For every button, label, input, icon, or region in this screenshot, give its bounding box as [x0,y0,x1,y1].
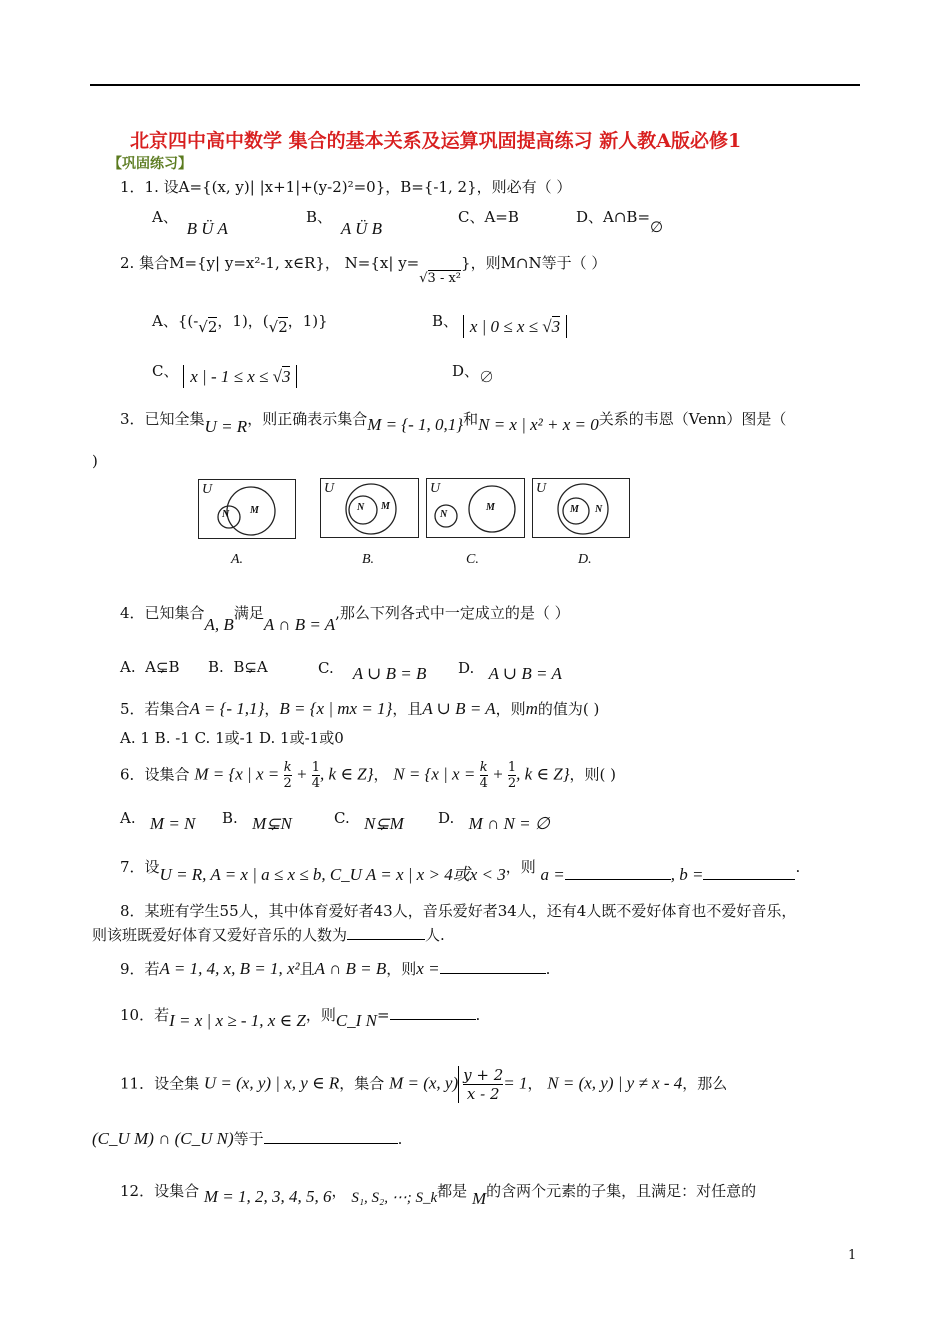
q8-line2-text: 则该班既爱好体育又爱好音乐的人数为 [92,926,348,944]
q4-a-text: A⊊B [145,658,180,676]
q4-c-math: A ∪ B = B [352,664,427,683]
q12-stem-b: 都是 [437,1182,468,1200]
q3-and: 和 [463,410,479,428]
q4-b-text: B⊊A [233,658,268,676]
q2-stem-b: }，则M∩N等于（ ） [461,254,607,272]
venn-d-n: N [595,504,603,515]
q4-stem-b: 满足 [233,604,264,622]
q10-eq: = [376,1006,390,1024]
q10-stem-b: ，则 [305,1006,336,1024]
q4-a-label: A. [120,658,136,676]
q10-cin: C_I N [335,1011,377,1030]
q6-option-b [222,808,292,833]
q6-option-d [438,808,550,833]
q2-c-label: C、 [152,362,179,380]
q5-stem-b: ，且 [392,700,423,718]
q3-u-math: U = R [204,417,248,436]
page-number: 1 [848,1248,857,1263]
q11-stem-c: ，那么 [682,1074,728,1093]
q2-sqrt-radicand: 3 - x² [427,271,462,286]
q10-stem-a: 10．若 [120,1006,170,1024]
q11-u-expr: U = (x, y) | x, y ∈ R [203,1073,340,1093]
q4-stem-c: ,那么下列各式中一定成立的是（ ） [335,604,570,622]
venn-a-n: N [222,509,230,520]
venn-c-caption: C. [466,552,479,567]
q1-option-b [306,206,383,238]
q4-option-a [120,658,180,676]
q2-b-math: x | 0 ≤ x ≤ [469,317,543,336]
q8-end: 人. [425,926,445,944]
q12-m-expr: M = 1, 2, 3, 4, 5, 6 [203,1187,332,1206]
q2-b-set: x | 0 ≤ x ≤ √3 [463,315,567,338]
q2-sqrt: √3 - x² [419,271,462,286]
q2-a-r2: 2 [278,318,288,336]
q6-m-f2n: 1 [311,760,321,775]
document-title: 北京四中高中数学 集合的基本关系及运算巩固提高练习 新人教A版必修1 [130,130,742,152]
venn-b-m: M [381,501,390,512]
q10-expr: I = x | x ≥ - 1, x ∈ Z [169,1011,306,1030]
q11-m-num: y + 2 [463,1066,504,1084]
q1-b-label: B、 [306,208,333,226]
q11-end: . [397,1130,403,1148]
q6-stem-b: ，则( ) [569,765,617,784]
q1-a-label: A、 [152,208,178,226]
q2-a-sqrt1: √2 [198,318,218,336]
venn-b-caption: B. [362,552,375,567]
q5-m: m [525,699,538,718]
empty-set-symbol: ∅ [479,368,495,386]
q4-option-b [208,658,268,676]
venn-c-circles [427,479,524,537]
q4-option-c [318,658,427,683]
q2-a-end: ，1)} [287,312,328,330]
q7-end: . [795,858,801,876]
q11-blank[interactable] [264,1131,398,1144]
venn-c-m: M [486,502,495,513]
q6-n-set: N = {x | x = [393,764,480,784]
q2-stem-a: 2. 集合M={y| y=x²-1, x∈R}， N={x| y= [120,254,420,272]
header-rule [90,84,860,86]
q5-a-set: A = {- 1,1} [189,699,265,718]
q6-m-f2d: 4 [311,776,321,791]
q7-blank-a[interactable] [565,867,671,880]
q12-stem-a: 12．设集合 [120,1182,200,1200]
q6-d-label: D. [438,809,455,827]
q1-d-label: D、A∩B= [576,208,651,226]
q4-stem-a: 4．已知集合 [120,604,205,622]
q2-stem [120,252,607,286]
q11-sep: ， [527,1074,543,1093]
q2-d-label: D、 [452,362,480,380]
q6-m-frac1 [284,760,292,791]
q6-n-f2n: 1 [507,760,517,775]
q6-plus-2: + [487,764,508,784]
empty-set-symbol: ∅ [650,218,664,236]
venn-d-circles [533,479,629,537]
q6-n-frac1 [480,760,488,791]
q7-a-eq: a = [540,865,565,884]
q10-stem [120,1004,481,1030]
q11-m-eq: = 1 [503,1073,528,1093]
q1-b-math: A Ü B [340,219,383,238]
q10-end: . [475,1006,481,1024]
q11-line2 [92,1128,402,1149]
q5-stem-c: ，则 [495,700,526,718]
venn-a-circles [199,480,295,538]
venn-a-m: M [250,505,259,516]
q6-option-c [334,808,404,833]
q1-a-math: B Ü A [186,219,228,238]
q11-stem [120,1066,727,1103]
q6-n-tail: , k ∈ Z} [516,764,570,784]
q8-blank[interactable] [347,927,425,940]
q12-stem-c: 的含两个元素的子集，且满足：对任意的 [486,1182,757,1200]
q2-option-d [452,360,495,386]
q2-option-a [152,310,328,336]
q2-b-root: 3 [551,317,561,336]
q10-blank[interactable] [390,1007,476,1020]
venn-b-n: N [357,502,365,513]
q5-sep: ， [264,700,280,718]
q6-d-math: M ∩ N = ∅ [468,814,550,833]
q4-cond: A ∩ B = A [263,615,336,634]
q3-m-math: M = {- 1, 0,1} [367,415,464,434]
q9-x-eq: x = [416,959,440,978]
venn-a [198,479,296,539]
q7-stem-b: ，则 [505,858,536,876]
q5-stem-a: 5．若集合 [120,700,190,718]
q6-stem [120,760,616,791]
q4-d-label: D. [458,659,475,677]
q6-plus: + [291,764,312,784]
q6-a-math: M = N [149,814,196,833]
q11-m-pre: M = (x, y) [389,1073,459,1093]
q5-stem-d: 的值为( ) [537,700,600,718]
q11-m-frac [458,1066,503,1103]
q6-m-set: M = {x | x = [194,764,284,784]
q5-cond: A ∪ B = A [422,699,496,718]
q12-s-expr: S₁, S₂, ⋯; S_k [351,1190,438,1206]
q6-n-f2d: 2 [507,776,517,791]
q2-option-b [432,310,567,336]
venn-d [532,478,630,538]
venn-a-caption: A. [231,552,244,567]
q1-option-d [576,206,664,236]
q12-sep: ， [331,1182,347,1200]
venn-b-circles [321,479,418,537]
q2-a-label: A、{(- [152,312,199,330]
q9-stem [120,958,550,979]
q1-option-c: C、A=B [458,208,519,226]
venn-d-m: M [570,504,579,515]
q1-stem: 1．1. 设A={(x, y)| |x+1|+(y-2)²=0}，B={-1, 2}，则必有（ ） [120,178,572,196]
q4-d-math: A ∪ B = A [488,664,562,683]
q2-c-set: x | - 1 ≤ x ≤ √3 [183,365,297,388]
q7-stem [120,852,801,884]
q2-c-math: x | - 1 ≤ x ≤ [190,367,273,386]
q4-b-label: B. [208,658,224,676]
q11-m-den: x - 2 [466,1085,500,1103]
q3-close-paren: ) [92,452,98,470]
q6-m-f1d: 2 [283,776,292,791]
q11-line2-expr: (C_U M) ∩ (C_U N) [92,1129,234,1148]
q9-stem-b: 且 [299,960,315,978]
venn-b-u: U [324,481,335,496]
q1-option-a [152,206,228,238]
q9-end: . [545,960,551,978]
q6-m-f1n: k [283,760,292,775]
q6-n-frac2 [508,760,516,791]
q7-stem-a: 7．设 [120,858,160,876]
q6-b-math: M⊊N [252,814,292,833]
q9-blank[interactable] [440,961,546,974]
q11-line2-b: 等于 [233,1130,264,1148]
q2-b-label: B、 [432,312,459,330]
q4-option-d [458,658,562,683]
q6-option-a [120,808,196,833]
q6-c-label: C. [334,809,350,827]
q6-stem-a: 6．设集合 [120,765,190,784]
venn-b [320,478,419,538]
q3-stem-b: ，则正确表示集合 [247,410,368,428]
q4-ab: A, B [204,615,234,634]
q6-b-label: B. [222,809,238,827]
q6-m-frac2 [312,760,320,791]
q9-stem-c: ，则 [386,960,417,978]
q6-m-tail: , k ∈ Z} [320,764,374,784]
q3-n-math: N = x | x² + x = 0 [478,415,599,434]
q5-stem [120,698,599,719]
venn-a-u: U [202,482,213,497]
q12-m: M [471,1189,487,1208]
venn-c-n: N [440,509,448,520]
q5-options: A. 1 B. -1 C. 1或-1 D. 1或-1或0 [120,729,344,747]
q6-n-f1n: k [479,760,488,775]
q4-c-label: C. [318,659,334,677]
q3-stem [120,408,787,436]
q8-line2 [92,924,445,945]
venn-d-u: U [536,481,547,496]
q2-c-root: 3 [281,367,291,386]
q4-stem [120,602,570,634]
venn-c-u: U [430,481,441,496]
venn-d-caption: D. [578,552,592,567]
q9-expr: A = 1, 4, x, B = 1, x² [159,959,300,978]
q7-expr: U = R, A = x | a ≤ x ≤ b, C_U A = x | x > 4或x < 3 [159,865,506,884]
q9-cond: A ∩ B = B [314,959,387,978]
q3-stem-a: 3．已知全集 [120,410,205,428]
q6-a-label: A. [120,809,136,827]
q12-stem [120,1180,757,1208]
q6-sep: ， [373,765,389,784]
q3-stem-c: 关系的韦恩（Venn）图是（ [598,410,787,428]
q2-a-mid: ，1)，( [217,312,269,330]
venn-c [426,478,525,538]
q8-line1: 8．某班有学生55人，其中体育爱好者43人，音乐爱好者34人，还有4人既不爱好体育也不爱好音乐， [120,902,797,920]
section-heading: 【巩固练习】 [108,156,192,172]
q11-stem-a: 11．设全集 [120,1074,200,1093]
q2-a-sqrt2: √2 [268,318,288,336]
q6-n-f1d: 4 [479,776,488,791]
q11-stem-b: ，集合 [339,1074,385,1093]
q9-stem-a: 9．若 [120,960,160,978]
q5-b-set: B = {x | mx = 1} [279,699,393,718]
q11-n-expr: N = (x, y) | y ≠ x - 4 [547,1073,683,1093]
q7-b-eq: , b = [670,865,704,884]
q7-blank-b[interactable] [703,867,795,880]
q2-a-r1: 2 [207,318,218,336]
q2-option-c [152,360,297,386]
q6-c-math: N⊊M [364,814,404,833]
